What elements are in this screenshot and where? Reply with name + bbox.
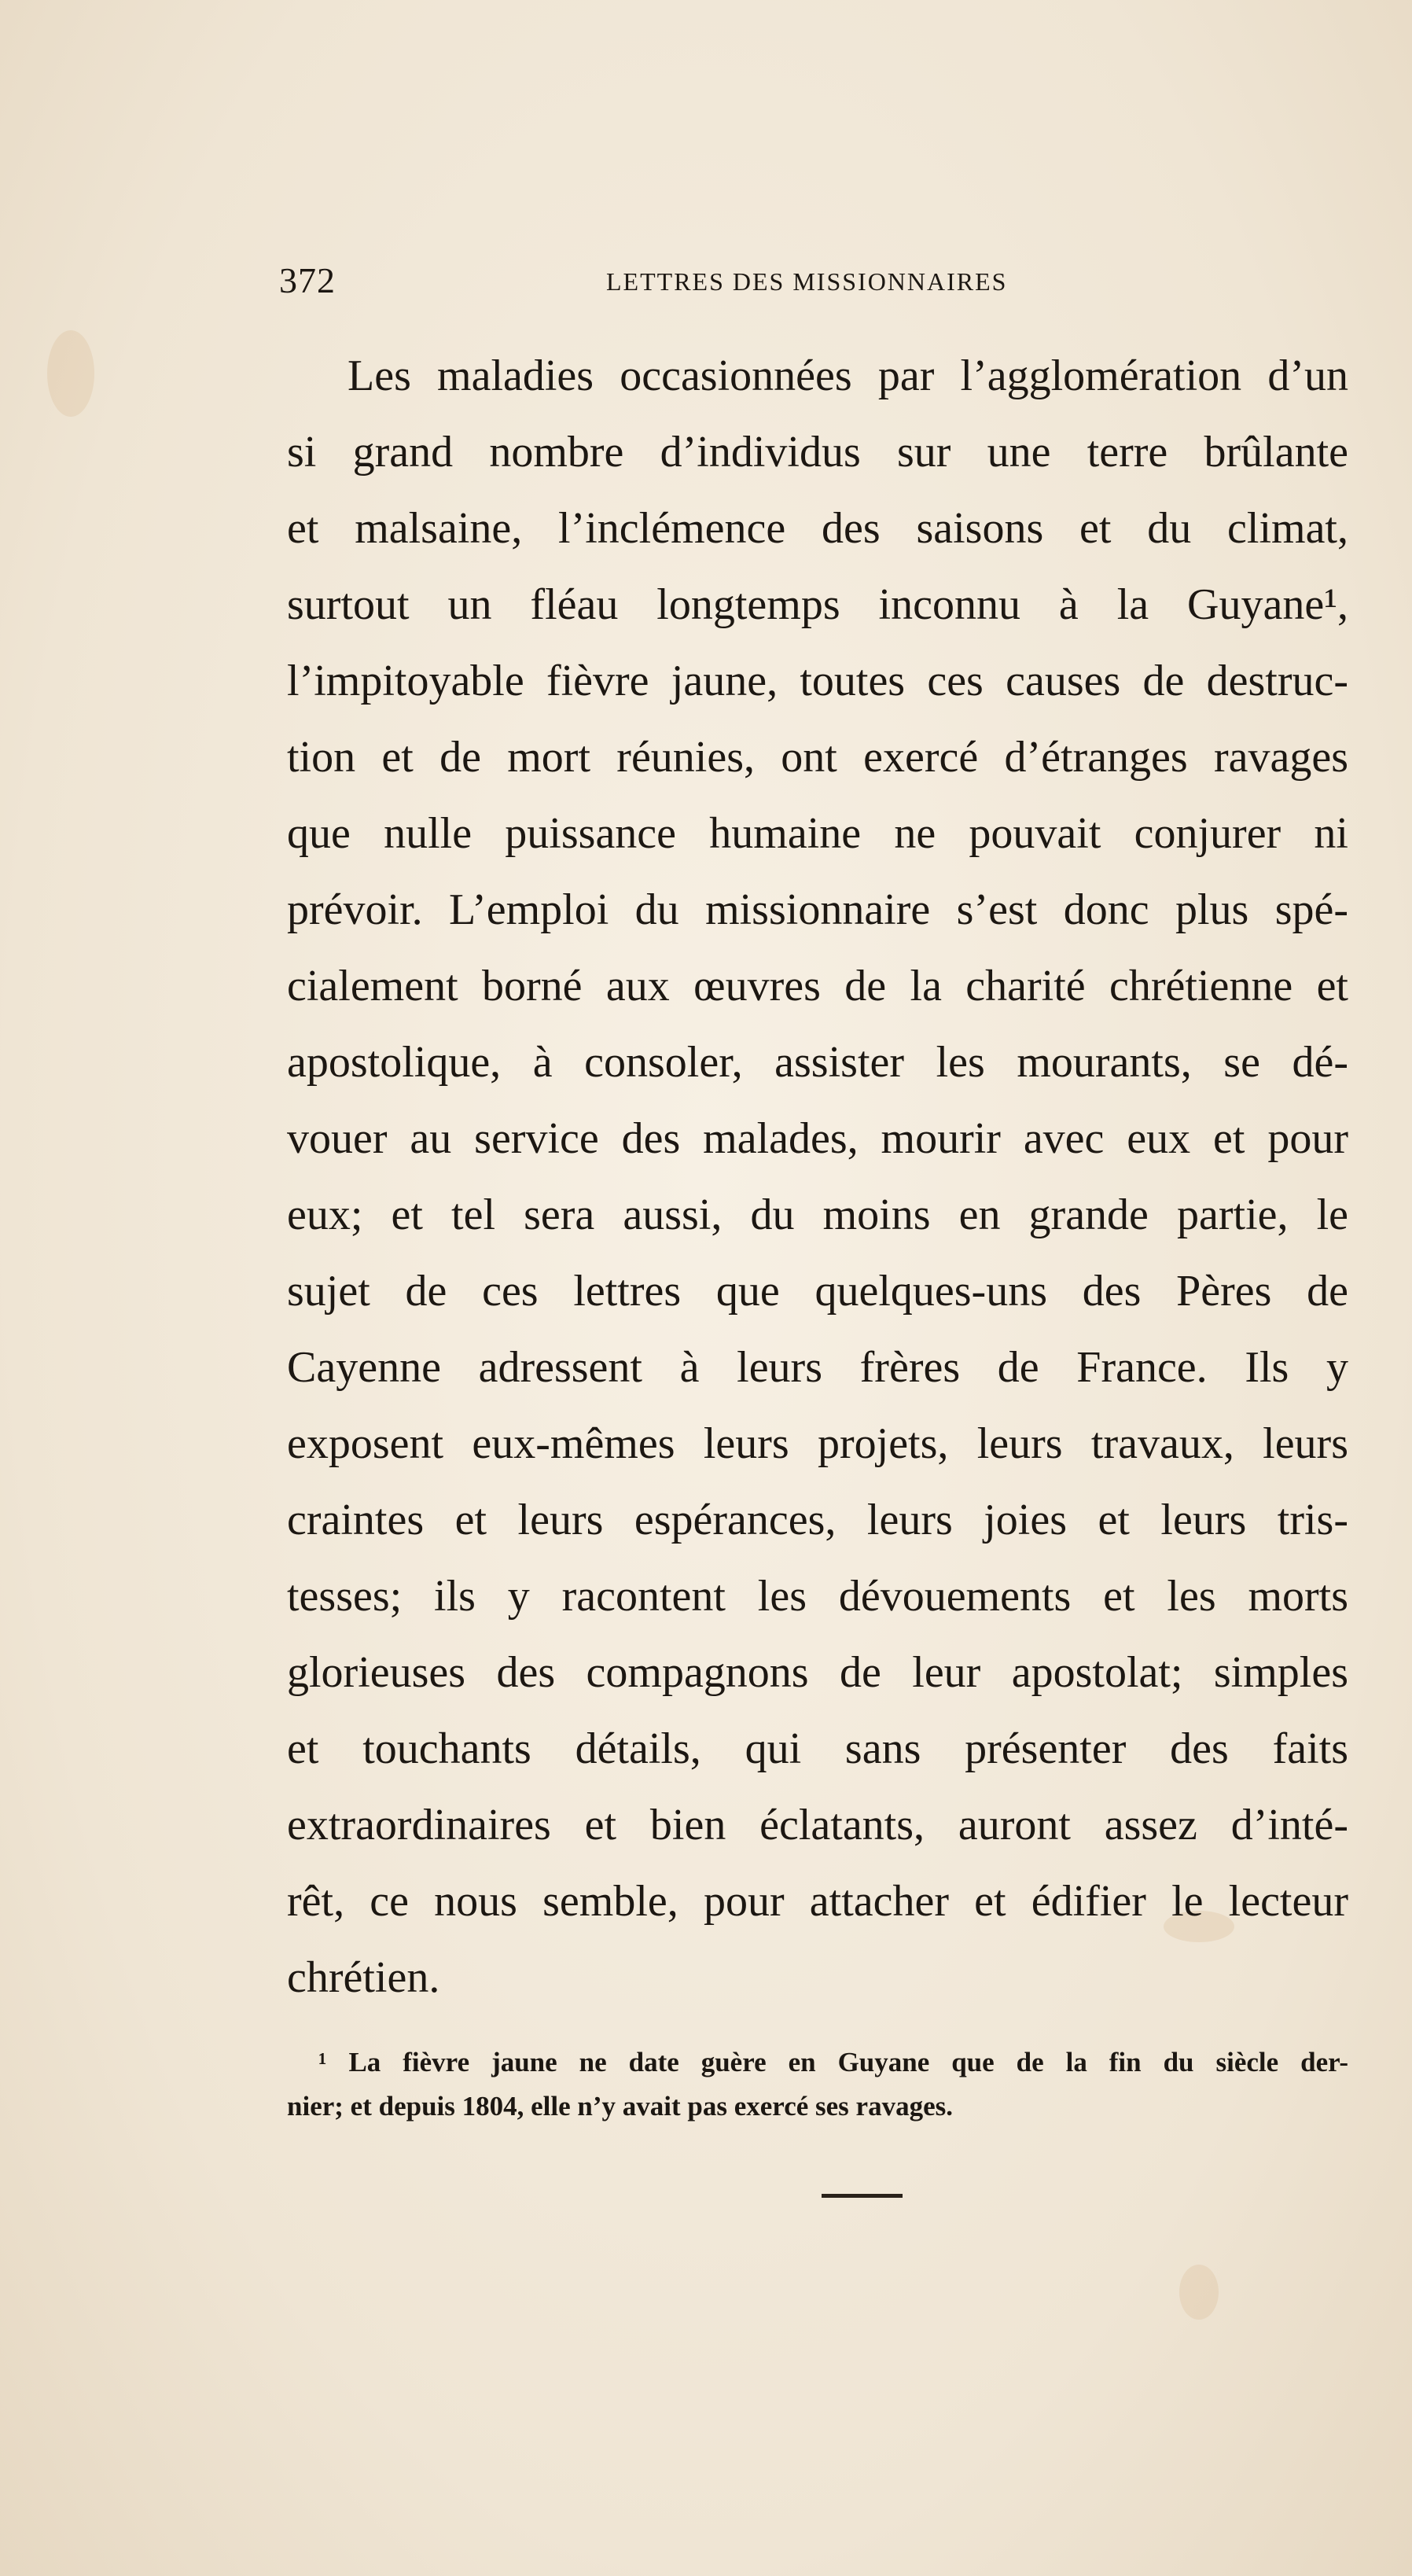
body-paragraph: [287, 338, 1348, 2016]
text-line: apostolique, à consoler, assister les mourants, se dé-: [287, 1038, 1348, 1087]
text-line: Les maladies occasionnées par l’agglomération d’un: [347, 351, 1348, 400]
text-line: tion et de mort réunies, ont exercé d’étranges ravages: [287, 733, 1348, 782]
text-line: rêt, ce nous semble, pour attacher et édifier le lecteur: [287, 1877, 1348, 1926]
text-line: tesses; ils y racontent les dévouements et les morts: [287, 1572, 1348, 1621]
page-header: [279, 259, 1105, 307]
footnote-line: nier; et depuis 1804, elle n’y avait pas exercé ses ravages.: [287, 2091, 953, 2122]
text-line: l’impitoyable fièvre jaune, toutes ces causes de destruc-: [287, 657, 1348, 705]
text-line: craintes et leurs espérances, leurs joies et leurs tris-: [287, 1496, 1348, 1544]
text-line: et touchants détails, qui sans présenter des faits: [287, 1724, 1348, 1773]
paper-stain: [47, 330, 94, 417]
text-line: cialement borné aux œuvres de la charité chrétienne et: [287, 962, 1348, 1010]
text-line: glorieuses des compagnons de leur apostolat; simples: [287, 1648, 1348, 1697]
footnote: [287, 2041, 1348, 2129]
footnote-line: ¹ La fièvre jaune ne date guère en Guyane que de la fin du siècle der-: [318, 2047, 1348, 2077]
text-line: surtout un fléau longtemps inconnu à la Guyane¹,: [287, 580, 1348, 629]
text-line: eux; et tel sera aussi, du moins en grande partie, le: [287, 1190, 1348, 1239]
text-line: et malsaine, l’inclémence des saisons et du climat,: [287, 504, 1348, 553]
page-number: 372: [279, 260, 336, 300]
end-rule: [822, 2194, 903, 2198]
text-line: vouer au service des malades, mourir avec eux et pour: [287, 1114, 1348, 1163]
text-line: sujet de ces lettres que quelques-uns des Pères de: [287, 1267, 1348, 1316]
text-line: si grand nombre d’individus sur une terre brûlante: [287, 428, 1348, 477]
paper-stain: [1179, 2265, 1219, 2320]
text-line: prévoir. L’emploi du missionnaire s’est donc plus spé-: [287, 885, 1348, 934]
text-line: que nulle puissance humaine ne pouvait conjurer ni: [287, 809, 1348, 858]
running-title: LETTRES DES MISSIONNAIRES: [606, 267, 1008, 296]
text-line: extraordinaires et bien éclatants, auront assez d’inté-: [287, 1801, 1348, 1849]
text-line: exposent eux-mêmes leurs projets, leurs travaux, leurs: [287, 1419, 1348, 1468]
text-line: Cayenne adressent à leurs frères de France. Ils y: [287, 1343, 1348, 1392]
text-line: chrétien.: [287, 1953, 440, 2002]
